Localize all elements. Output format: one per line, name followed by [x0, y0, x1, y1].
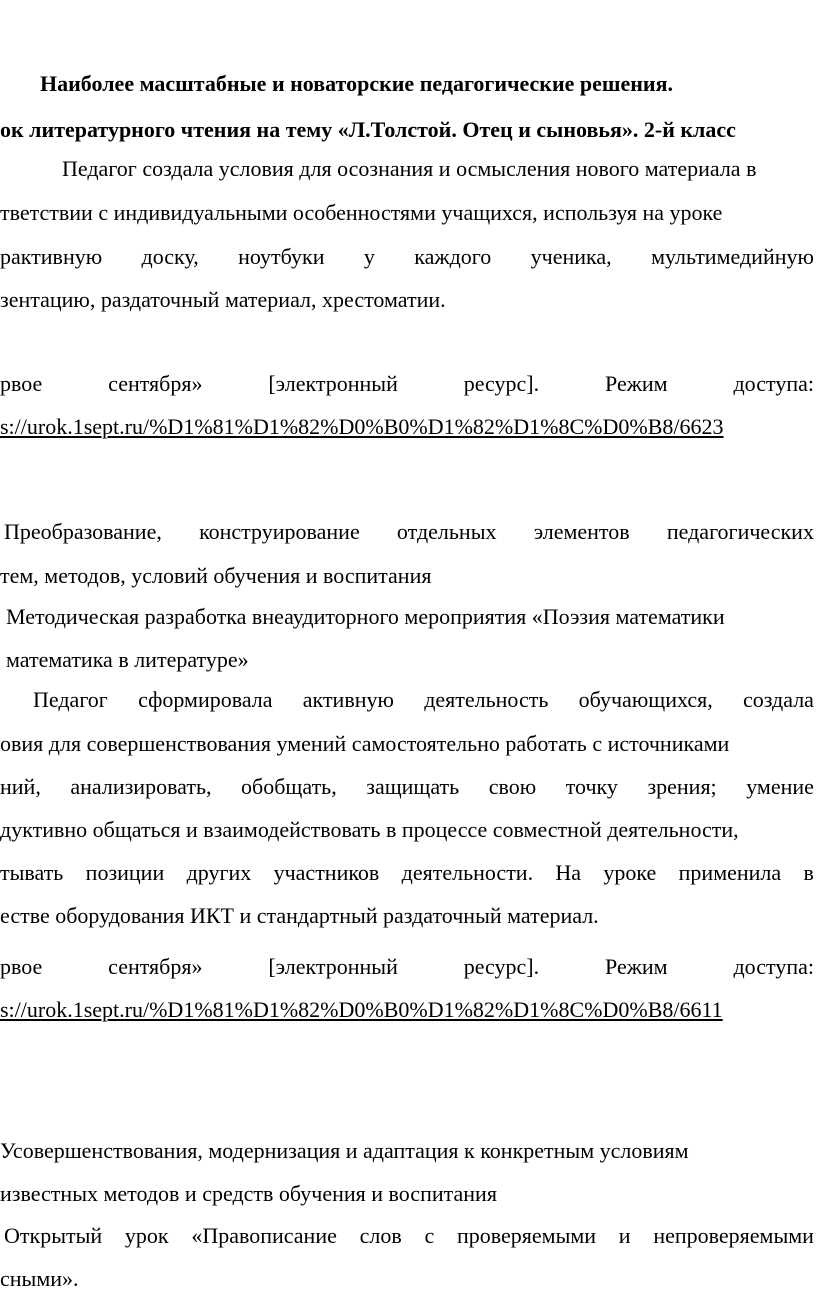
word: «Правописание — [191, 1223, 337, 1248]
item-title-justified — [0, 1222, 814, 1250]
paragraph-line-justified — [0, 859, 814, 887]
word: умение — [746, 774, 814, 799]
word: защищать — [366, 774, 460, 799]
word: Педагог — [33, 687, 108, 712]
word: уроке — [603, 860, 657, 885]
reference-line — [0, 370, 814, 398]
word: конструирование — [199, 519, 360, 544]
word: и — [618, 1223, 631, 1248]
section-heading-justified — [0, 518, 814, 546]
word: позиции — [85, 860, 165, 885]
reference-word: рвое — [0, 371, 43, 396]
section-heading-line: известных методов и средств обучения и воспитания — [0, 1181, 497, 1206]
word: сформировала — [138, 687, 273, 712]
word: участников — [273, 860, 380, 885]
word: зрения; — [647, 774, 717, 799]
lesson-subheading: ок литературного чтения на тему «Л.Толстой. Отец и сыновья». 2-й класс — [0, 117, 736, 142]
word: ноутбуки — [238, 244, 325, 269]
word: непроверяемыми — [653, 1223, 814, 1248]
word: мультимедийную — [651, 244, 814, 269]
word: тывать — [0, 860, 64, 885]
word: ний, — [0, 774, 41, 799]
word: педагогических — [666, 519, 814, 544]
paragraph-line: тветствии с индивидуальными особенностями учащихся, используя на уроке — [0, 200, 723, 225]
paragraph-line: Педагог создала условия для осознания и осмысления нового материала в — [62, 156, 757, 181]
reference-word: ресурс]. — [463, 371, 540, 396]
section-heading-line: Усовершенствования, модернизация и адаптация к конкретным условиям — [0, 1138, 689, 1163]
paragraph-line-justified — [0, 773, 814, 801]
paragraph-line-justified — [0, 243, 814, 271]
word: точку — [565, 774, 618, 799]
word: свою — [488, 774, 537, 799]
reference-word: доступа: — [733, 954, 814, 979]
paragraph-line: дуктивно общаться и взаимодействовать в процессе совместной деятельности, — [0, 817, 739, 842]
word: с — [424, 1223, 435, 1248]
word: анализировать, — [70, 774, 212, 799]
word: доску, — [141, 244, 199, 269]
word: активную — [302, 687, 394, 712]
section-heading: Наиболее масштабные и новаторские педагогические решения. — [40, 71, 673, 96]
paragraph-line: овия для совершенствования умений самостоятельно работать с источниками — [0, 731, 730, 756]
word: отдельных — [396, 519, 497, 544]
reference-url-link[interactable]: s://urok.1sept.ru/%D1%81%D1%82%D0%B0%D1%82%D1%8C%D0%B8/6611 — [0, 997, 723, 1022]
reference-word: сентября» — [108, 371, 203, 396]
item-title-line: Методическая разработка внеаудиторного мероприятия «Поэзия математики — [6, 604, 725, 629]
reference-line — [0, 953, 814, 981]
word: в — [803, 860, 814, 885]
paragraph-line: естве оборудования ИКТ и стандартный раздаточный материал. — [0, 903, 599, 928]
reference-word: Режим — [605, 371, 668, 396]
word: создала — [742, 687, 814, 712]
reference-word: [электронный — [268, 954, 398, 979]
word: слов — [359, 1223, 402, 1248]
word: Преобразование, — [4, 519, 162, 544]
word: у — [363, 244, 375, 269]
item-title-line: математика в литературе» — [6, 647, 249, 672]
reference-word: Режим — [605, 954, 668, 979]
reference-url-link[interactable]: s://urok.1sept.ru/%D1%81%D1%82%D0%B0%D1%82%D1%8C%D0%B8/6623 — [0, 414, 724, 439]
word: элементов — [533, 519, 630, 544]
word: деятельность — [424, 687, 549, 712]
reference-word: сентября» — [108, 954, 203, 979]
section-heading-line: тем, методов, условий обучения и воспитания — [0, 563, 432, 588]
paragraph-line-justified — [0, 686, 814, 714]
reference-word: доступа: — [733, 371, 814, 396]
word: применила — [678, 860, 782, 885]
word: проверяемыми — [456, 1223, 597, 1248]
word: На — [555, 860, 582, 885]
paragraph-line: зентацию, раздаточный материал, хрестоматии. — [0, 287, 446, 312]
word: обучающихся, — [578, 687, 713, 712]
reference-word: ресурс]. — [463, 954, 540, 979]
word: деятельности. — [401, 860, 534, 885]
word: каждого — [414, 244, 492, 269]
word: Открытый — [4, 1223, 103, 1248]
word: рактивную — [0, 244, 103, 269]
word: обобщать, — [241, 774, 337, 799]
reference-word: [электронный — [268, 371, 398, 396]
item-title-line: сными». — [0, 1266, 79, 1291]
word: урок — [124, 1223, 169, 1248]
reference-word: рвое — [0, 954, 43, 979]
word: других — [186, 860, 252, 885]
word: ученика, — [530, 244, 612, 269]
